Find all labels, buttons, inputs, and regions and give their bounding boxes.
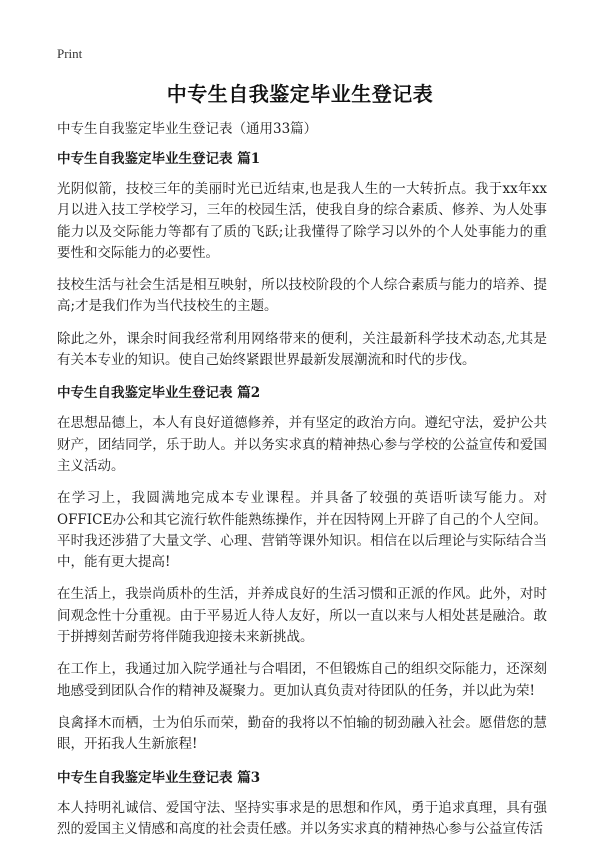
document-subtitle: 中专生自我鉴定毕业生登记表（通用33篇） [57,121,318,137]
paragraph: 本人持明礼诚信、爱国守法、坚持实事求是的思想和作风，勇于追求真理，具有强烈的爱国主义情感和高度的社会责任感。并以务实求真的精神热心参与公益宣传活 [57,799,547,837]
paragraph: 在生活上，我崇尚质朴的生活，并养成良好的生活习惯和正派的作风。此外，对时间观念性十分重视。由于平易近人待人友好，所以一直以来与人相处甚是融洽。敢于拼搏刻苦耐劳将伴随我迎接未来新挑战。 [57,586,547,646]
section-heading: 中专生自我鉴定毕业生登记表 篇2 [57,385,261,402]
paragraph: 良禽择木而栖，士为伯乐而荣，勤奋的我将以不怕输的韧劲融入社会。愿借您的慧眼，开拓我人生新旅程! [57,714,547,753]
section-heading: 中专生自我鉴定毕业生登记表 篇1 [57,151,261,167]
paragraph: 在学习上，我圆满地完成本专业课程。并具备了较强的英语听读写能力。对OFFICE办公和其它流行软件能熟练操作，并在因特网上开辟了自己的个人空间。平时我还涉猎了大量文学、心理、营销等课外知识。相信在以后理论与实际结合当中，能有更大提高! [57,490,547,571]
paragraph: 光阴似箭，技校三年的美丽时光已近结束,也是我人生的一大转折点。我于xx年xx月以进入技工学校学习，三年的校园生活，使我自身的综合素质、修养、为人处事能力以及交际能力等都有了质的飞跃;让我懂得了除学习以外的个人处事能力的重要性和交际能力的必要性。 [57,181,547,261]
page-title: 中专生自我鉴定毕业生登记表 [166,82,434,106]
section-heading: 中专生自我鉴定毕业生登记表 篇3 [57,769,261,786]
paragraph: 在思想品德上，本人有良好道德修养，并有坚定的政治方向。遵纪守法，爱护公共财产，团结同学，乐于助人。并以务实求真的精神热心参与学校的公益宣传和爱国主义活动。 [57,415,547,474]
print-link[interactable]: Print [57,46,83,61]
paragraph: 除此之外，课余时间我经常利用网络带来的便利，关注最新科学技术动态,尤其是有关本专业的知识。使自己始终紧跟世界最新发展潮流和时代的步伐。 [57,330,547,369]
section-3 [57,767,547,841]
paragraph: 技校生活与社会生活是相互映射，所以技校阶段的个人综合素质与能力的培养、提高;才是我们作为当代技校生的主题。 [57,277,547,315]
section-1 [57,148,547,371]
paragraph: 在工作上，我通过加入院学通社与合唱团，不但锻炼自己的组织交际能力，还深刻地感受到团队合作的精神及凝聚力。更加认真负责对待团队的任务，并以此为荣! [57,661,547,699]
document-body [57,118,547,851]
section-2 [57,382,547,755]
